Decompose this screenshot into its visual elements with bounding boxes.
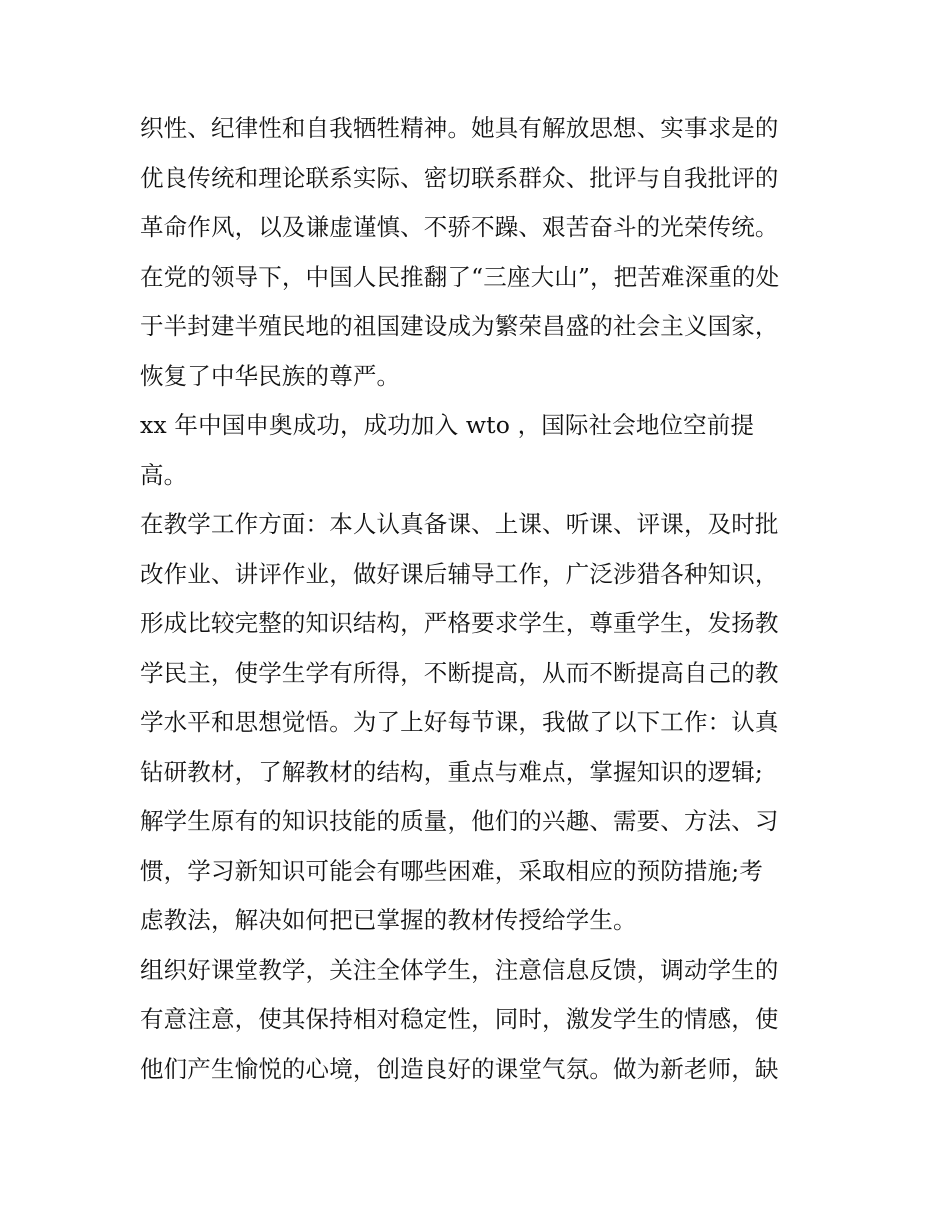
text-line-2: 优良传统和理论联系实际、密切联系群众、批评与自我批评的 (140, 163, 779, 192)
text-line-13: 学水平和思想觉悟。为了上好每节课，我做了以下工作：认真 (140, 708, 779, 736)
text-line-4: 在党的领导下，中国人民推翻了“三座大山”，把苦难深重的处 (140, 262, 780, 291)
text-line-8: 高。 (140, 460, 188, 489)
text-line-19: 有意注意，使其保持相对稳定性，同时，激发学生的情感，使 (140, 1005, 779, 1033)
text-line-5: 于半封建半殖民地的祖国建设成为繁荣昌盛的社会主义国家， (140, 312, 779, 340)
document-body (140, 104, 820, 1094)
text-line-10: 改作业、讲评作业，做好课后辅导工作，广泛涉猎各种知识， (140, 559, 779, 588)
text-line-16: 惯，学习新知识可能会有哪些困难，采取相应的预防措施;考 (140, 856, 763, 885)
text-line-20: 他们产生愉悦的心境，创造良好的课堂气氛。做为新老师，缺 (140, 1054, 779, 1083)
text-line-9: 在教学工作方面：本人认真备课、上课、听课、评课，及时批 (140, 510, 779, 538)
text-line-1: 织性、纪律性和自我牺牲精神。她具有解放思想、实事求是的 (140, 114, 779, 142)
text-line-7: xx 年中国申奥成功，成功加入 wto ，国际社会地位空前提 (140, 411, 755, 439)
text-line-3: 革命作风，以及谦虚谨慎、不骄不躁、艰苦奋斗的光荣传统。 (140, 213, 779, 241)
text-line-15: 解学生原有的知识技能的质量，他们的兴趣、需要、方法、习 (140, 807, 779, 835)
text-line-17: 虑教法，解决如何把已掌握的教材传授给学生。 (140, 906, 637, 934)
text-line-6: 恢复了中华民族的尊严。 (140, 361, 401, 390)
text-line-18: 组织好课堂教学，关注全体学生，注意信息反馈，调动学生的 (140, 955, 779, 984)
text-line-11: 形成比较完整的知识结构，严格要求学生，尊重学生，发扬教 (140, 609, 779, 637)
text-line-12: 学民主，使学生学有所得，不断提高，从而不断提高自己的教 (140, 658, 779, 687)
text-line-14: 钻研教材，了解教材的结构，重点与难点，掌握知识的逻辑; (140, 757, 763, 786)
